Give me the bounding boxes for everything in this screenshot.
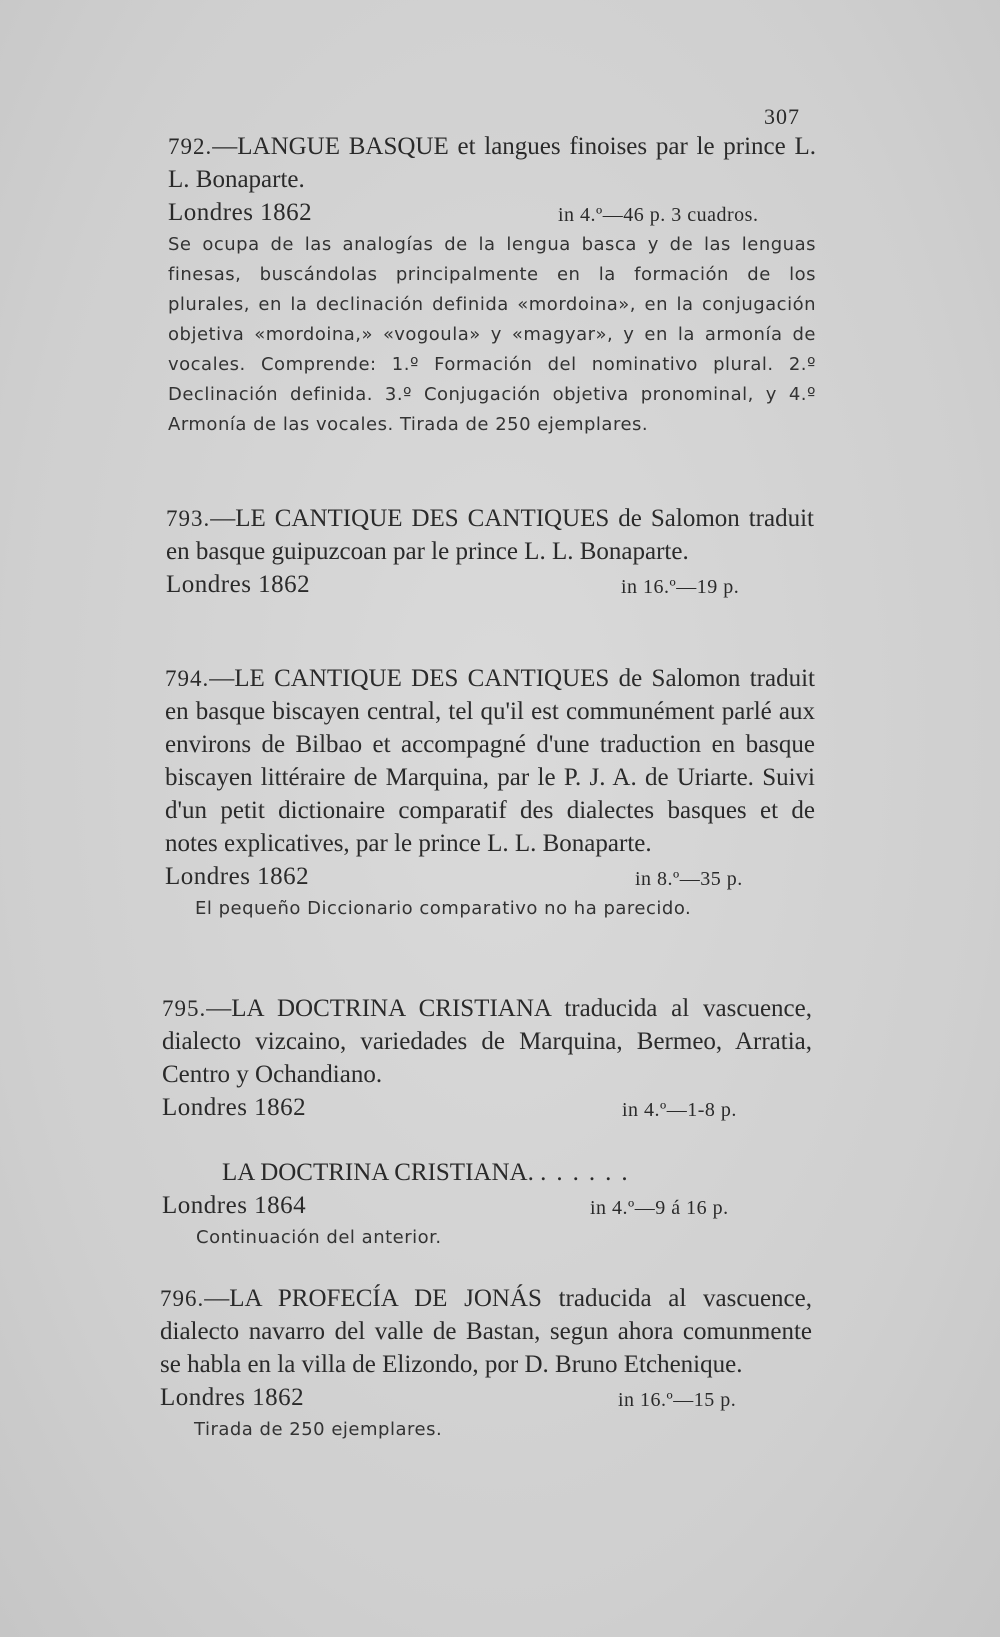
imprint-place: Londres 1862 (168, 199, 313, 226)
imprint-line (162, 1189, 812, 1223)
imprint-line (160, 1381, 812, 1415)
entry-number: 793. (166, 506, 211, 531)
imprint-place: Londres 1862 (166, 571, 311, 598)
imprint-place: Londres 1862 (160, 1384, 305, 1411)
entry-heading (168, 130, 816, 196)
imprint-format: in 16.º—15 p. (618, 1389, 737, 1411)
entry-title: —LE CANTIQUE DES CANTIQUES de Salomon traduit en basque biscayen central, tel qu'il est communément parlé aux environs de Bilbao et accompagné d'une traduction en basque biscayen littéraire de Marquina, par le P. J. A. de Uriarte. Suivi d'un petit dictionaire comparatif des dialectes basques et de notes explicatives, par le prince L. L. Bonaparte. (165, 665, 815, 857)
imprint-line (168, 196, 816, 230)
entry-heading (162, 1156, 812, 1189)
imprint-format: in 4.º—46 p. 3 cuadros. (558, 204, 759, 226)
entry-792 (168, 130, 816, 440)
entry-795 (162, 992, 812, 1125)
imprint-place: Londres 1862 (162, 1094, 307, 1121)
entry-number: 794. (165, 666, 210, 691)
page-number: 307 (764, 104, 800, 129)
entry-number: 796. (160, 1286, 205, 1311)
entry-title: —LA DOCTRINA CRISTIANA traducida al vascuence, dialecto vizcaino, variedades de Marquina, Bermeo, Arratia, Centro y Ochandiano. (162, 995, 812, 1088)
imprint-format: in 4.º—9 á 16 p. (590, 1197, 729, 1219)
imprint-line (166, 568, 814, 602)
entry-title: —LA PROFECÍA DE JONÁS traducida al vascuence, dialecto navarro del valle de Bastan, segun ahora comunmente se habla en la villa de Elizondo, por D. Bruno Etchenique. (160, 1285, 812, 1378)
entry-continuation (162, 1156, 812, 1253)
imprint-place: Londres 1862 (165, 863, 310, 890)
entry-794 (165, 662, 815, 924)
entry-heading (160, 1282, 812, 1381)
imprint-format: in 4.º—1-8 p. (622, 1099, 737, 1121)
leader-dots: ...... (540, 1159, 638, 1186)
imprint-format: in 16.º—19 p. (621, 576, 740, 598)
entry-note: Se ocupa de las analogías de la lengua basca y de las lenguas finesas, buscándolas principalmente en la formación de los plurales, en la declinación definida «mordoina», en la conjugación objetiva «mordoina,» «vogoula» y «magyar», y en la armonía de vocales. Comprende: 1.º Formación del nominativo plural. 2.º Declinación definida. 3.º Conjugación objetiva pronominal, y 4.º Armonía de las vocales. Tirada de 250 ejemplares. (168, 234, 816, 435)
imprint-line (165, 860, 815, 894)
entry-title: —LANGUE BASQUE et langues finoises par le prince L. L. Bonaparte. (168, 133, 816, 193)
entry-793 (166, 502, 814, 602)
entry-heading (165, 662, 815, 860)
entry-note: Tirada de 250 ejemplares. (194, 1419, 443, 1440)
entry-heading (162, 992, 812, 1091)
entry-title: —LE CANTIQUE DES CANTIQUES de Salomon traduit en basque guipuzcoan par le prince L. L. Bonaparte. (166, 505, 814, 565)
entry-number: 795. (162, 996, 207, 1021)
imprint-format: in 8.º—35 p. (635, 868, 743, 890)
entry-796 (160, 1282, 812, 1445)
entry-note: Continuación del anterior. (196, 1227, 442, 1248)
imprint-place: Londres 1864 (162, 1192, 307, 1219)
entry-number: 792. (168, 134, 213, 159)
entry-note: El pequeño Diccionario comparativo no ha parecido. (195, 898, 692, 919)
entry-heading (166, 502, 814, 568)
imprint-line (162, 1091, 812, 1125)
entry-title: LA DOCTRINA CRISTIANA. (222, 1159, 534, 1186)
